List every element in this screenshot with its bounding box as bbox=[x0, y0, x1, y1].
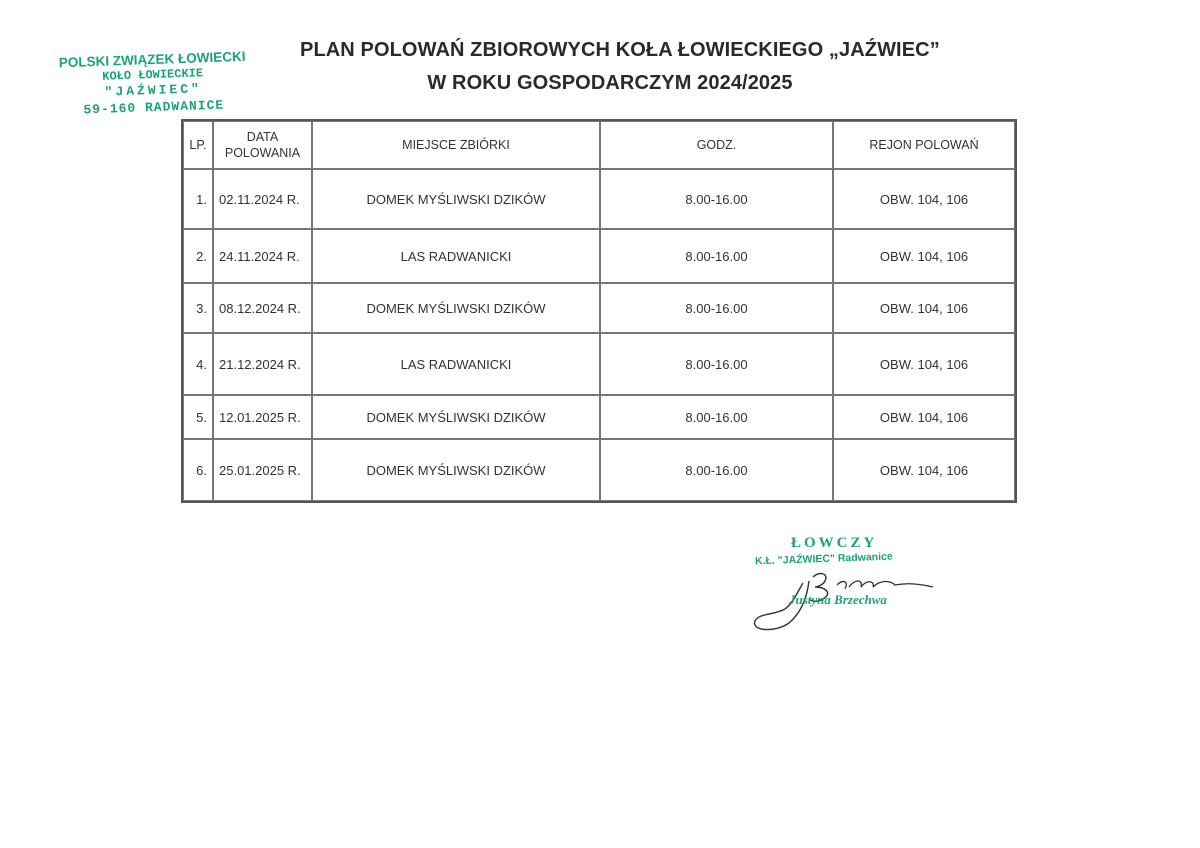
cell-area: OBW. 104, 106 bbox=[833, 283, 1015, 333]
cell-lp: 3. bbox=[183, 283, 213, 333]
signature-stamp-title: ŁOWCZY bbox=[791, 535, 878, 551]
hunting-plan-table bbox=[181, 119, 1017, 503]
cell-hours: 8.00-16.00 bbox=[600, 395, 833, 439]
header-area: REJON POLOWAŃ bbox=[833, 121, 1015, 169]
document-title bbox=[300, 34, 940, 100]
table-row bbox=[183, 439, 1015, 501]
cell-date: 02.11.2024 R. bbox=[213, 169, 312, 229]
stamp-line-4: 59-160 RADWANICE bbox=[83, 97, 225, 118]
table-row bbox=[183, 283, 1015, 333]
table-header-row bbox=[183, 121, 1015, 169]
table-row bbox=[183, 333, 1015, 395]
cell-area: OBW. 104, 106 bbox=[833, 333, 1015, 395]
cell-hours: 8.00-16.00 bbox=[600, 169, 833, 229]
cell-lp: 4. bbox=[183, 333, 213, 395]
cell-lp: 2. bbox=[183, 229, 213, 283]
cell-lp: 5. bbox=[183, 395, 213, 439]
signature-stamp bbox=[745, 535, 965, 635]
stamp-line-3: "JAŹWIEC" bbox=[104, 81, 203, 100]
cell-place: DOMEK MYŚLIWSKI DZIKÓW bbox=[312, 395, 600, 439]
table-row bbox=[183, 395, 1015, 439]
cell-date: 08.12.2024 R. bbox=[213, 283, 312, 333]
cell-date: 21.12.2024 R. bbox=[213, 333, 312, 395]
cell-date: 12.01.2025 R. bbox=[213, 395, 312, 439]
cell-hours: 8.00-16.00 bbox=[600, 439, 833, 501]
title-line-1: PLAN POLOWAŃ ZBIOROWYCH KOŁA ŁOWIECKIEGO „JAŹWIEC” bbox=[300, 39, 940, 61]
header-lp: LP. bbox=[183, 121, 213, 169]
cell-place: DOMEK MYŚLIWSKI DZIKÓW bbox=[312, 439, 600, 501]
cell-place: LAS RADWANICKI bbox=[312, 333, 600, 395]
header-date: DATA POLOWANIA bbox=[213, 121, 312, 169]
title-line-2: W ROKU GOSPODARCZYM 2024/2025 bbox=[427, 72, 793, 94]
cell-place: DOMEK MYŚLIWSKI DZIKÓW bbox=[312, 169, 600, 229]
cell-area: OBW. 104, 106 bbox=[833, 229, 1015, 283]
cell-lp: 1. bbox=[183, 169, 213, 229]
stamp-line-2: KOŁO ŁOWIECKIE bbox=[102, 66, 204, 84]
cell-place: DOMEK MYŚLIWSKI DZIKÓW bbox=[312, 283, 600, 333]
table-row bbox=[183, 229, 1015, 283]
cell-hours: 8.00-16.00 bbox=[600, 229, 833, 283]
cell-hours: 8.00-16.00 bbox=[600, 333, 833, 395]
cell-date: 25.01.2025 R. bbox=[213, 439, 312, 501]
header-place: MIEJSCE ZBIÓRKI bbox=[312, 121, 600, 169]
cell-place: LAS RADWANICKI bbox=[312, 229, 600, 283]
signature-stamp-club: K.Ł. "JAŹWIEC" Radwanice bbox=[754, 550, 893, 568]
header-hours: GODZ. bbox=[600, 121, 833, 169]
signature-name: Justyna Brzechwa bbox=[789, 592, 887, 607]
association-stamp bbox=[57, 49, 249, 120]
cell-area: OBW. 104, 106 bbox=[833, 169, 1015, 229]
cell-area: OBW. 104, 106 bbox=[833, 395, 1015, 439]
cell-lp: 6. bbox=[183, 439, 213, 501]
cell-area: OBW. 104, 106 bbox=[833, 439, 1015, 501]
cell-date: 24.11.2024 R. bbox=[213, 229, 312, 283]
cell-hours: 8.00-16.00 bbox=[600, 283, 833, 333]
table-row bbox=[183, 169, 1015, 229]
stamp-line-1: POLSKI ZWIĄZEK ŁOWIECKI bbox=[58, 48, 246, 71]
